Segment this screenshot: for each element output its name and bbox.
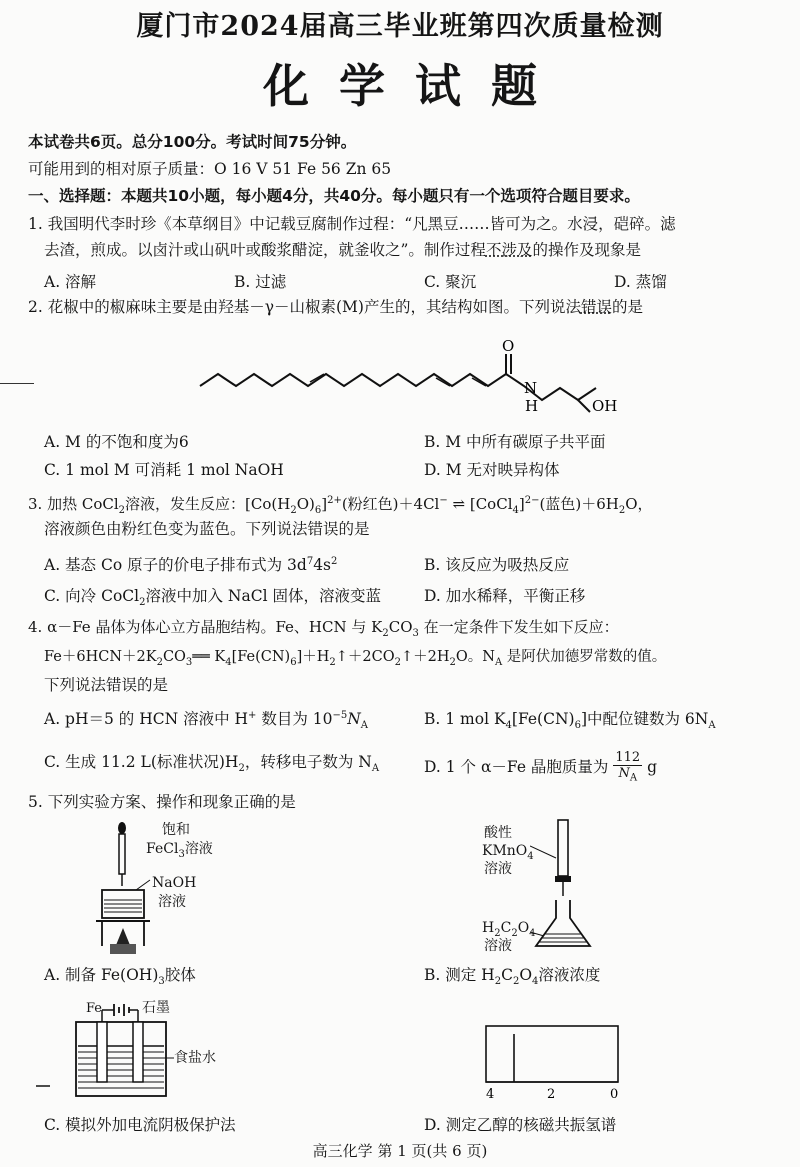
fig-b-label-solution: 溶液 (484, 861, 512, 877)
t: 2 (331, 555, 338, 567)
q2-option-b: B. M 中所有碳原子共平面 (424, 433, 606, 451)
q2-option-c: C. 1 mol M 可消耗 1 mol NaOH (44, 461, 284, 479)
q2-methyl-bond (578, 400, 590, 412)
q4-option-c (44, 750, 379, 774)
t: 4 (505, 720, 512, 732)
t: ] (518, 495, 525, 513)
exam-info: 本试卷共6页。总分100分。考试时间75分钟。 (28, 133, 357, 151)
t: 2 (394, 656, 401, 668)
t: ↑＋2CO (335, 649, 395, 665)
q2-option-d: D. M 无对映异构体 (424, 461, 560, 479)
fig-b-label-acidic: 酸性 (484, 825, 512, 841)
t: N (618, 766, 630, 781)
q4-stem-line3: 下列说法错误的是 (44, 676, 169, 694)
fig-c-label-salt-water: 食盐水 (174, 1050, 216, 1066)
t: 在一定条件下发生如下反应： (418, 618, 619, 636)
q1-stem-line2 (44, 240, 641, 260)
q1-emphasis: 不涉及 (485, 241, 533, 259)
t: A (629, 772, 638, 784)
fe-electrode (97, 1022, 107, 1082)
q2-oxygen-label: O (502, 338, 515, 355)
q1-text-end: 的操作及现象是 (532, 241, 641, 259)
nmr-tick-2: 2 (547, 1087, 556, 1100)
t: KMnO (482, 843, 528, 859)
fig-a-label-naoh: NaOH (152, 875, 197, 891)
t: ]中配位键数为 6N (580, 710, 709, 728)
fig-c-label-graphite: 石墨 (142, 1000, 170, 1016)
t: 6 (290, 656, 297, 668)
t: B. 测定 H (424, 966, 495, 984)
t: 2 (290, 505, 297, 516)
t: g (642, 757, 658, 776)
t: 溶液中加入 NaCl 固体，溶液变蓝 (145, 587, 381, 605)
t: H (482, 920, 495, 936)
nmr-tick-0: 0 (610, 1087, 619, 1100)
t: A (494, 656, 503, 668)
t: 112 (615, 750, 641, 765)
t: 4 (529, 927, 536, 939)
t: [Fe(CN) (231, 649, 291, 665)
q2-text-end: 的是 (611, 298, 643, 316)
t: 2 (494, 976, 502, 988)
fig-a-label-fecl3 (146, 841, 213, 863)
t: CO (388, 618, 413, 636)
t: 2 (512, 976, 520, 988)
t: 溶液，发生反应：[Co(H (125, 495, 291, 513)
t: 2+ (327, 495, 342, 506)
exam-title: 厦门市2024届高三毕业班第四次质量检测 (136, 11, 664, 42)
t: 2 (618, 505, 626, 516)
q1-text: 去渣，煎成。以卤汁或山矾叶或酸浆醋淀，就釜收之”。制作过程 (44, 241, 486, 259)
t: ↑＋2H (400, 649, 450, 665)
t: − (439, 495, 448, 506)
q2-hydrogen-label: H (525, 397, 539, 415)
fig-b-label-solution2: 溶液 (484, 938, 512, 954)
burette-stopcock (555, 876, 571, 882)
q4-fraction (613, 750, 642, 786)
q5-figure-b (530, 818, 600, 953)
t: O， (625, 495, 653, 513)
page-footer: 高三化学 第 1 页(共 6 页) (312, 1142, 488, 1160)
beaker-c (76, 1022, 166, 1096)
alcohol-lamp (110, 944, 136, 954)
t: ] (321, 495, 328, 513)
q5-figure-d (482, 1024, 622, 1100)
nmr-frame (486, 1026, 618, 1082)
q4-equation (44, 647, 666, 673)
t: 4 (532, 976, 539, 988)
q5-option-d: D. 测定乙醇的核磁共振氢谱 (424, 1116, 617, 1134)
subject-title: 化学试题 (263, 59, 567, 113)
salt-water (78, 1046, 164, 1088)
q3-stem-line1 (28, 491, 653, 521)
t: C. 生成 11.2 L(标准状况)H (44, 753, 239, 771)
t: 是阿伏加德罗常数的值。 (502, 649, 667, 665)
q4-stem-line1 (28, 617, 619, 644)
t: C (500, 920, 512, 936)
t: C. 向冷 CoCl (44, 587, 140, 605)
q5-stem: 5. 下列实验方案、操作和现象正确的是 (28, 793, 296, 811)
q3-option-d: D. 加水稀释，平衡正移 (424, 587, 586, 605)
q2-structure-diagram (190, 338, 630, 420)
q3-stem-line2: 溶液颜色由粉红色变为蓝色。下列说法错误的是 (44, 520, 370, 538)
t: O (519, 966, 533, 984)
q1-option-a: A. 溶解 (44, 273, 97, 291)
t: 4 (512, 505, 519, 516)
t: 3 (185, 656, 193, 668)
t: ]＋H (296, 649, 330, 665)
q1-option-d: D. 蒸馏 (614, 273, 667, 291)
beaker-liquid (104, 900, 142, 912)
flask-liquid (539, 934, 587, 942)
t: 4. α－Fe 晶体为体心立方晶胞结构。Fe、HCN 与 K (28, 618, 383, 636)
t: 2 (139, 597, 146, 609)
t: 2 (329, 656, 336, 668)
t: −5 (332, 709, 348, 721)
q2-stem (28, 297, 643, 317)
t: 2 (382, 628, 389, 639)
t: 3 (178, 848, 185, 860)
t: C (501, 966, 513, 984)
t: 胶体 (164, 966, 196, 984)
t: 2 (511, 927, 518, 939)
t: 6 (574, 720, 581, 732)
t: + (248, 709, 257, 721)
kmno4-pointer (530, 846, 556, 858)
t: A (371, 763, 380, 775)
t: 2 (156, 656, 163, 668)
t: 3 (412, 628, 419, 639)
q3-option-a (44, 553, 337, 575)
t: 2 (238, 763, 245, 775)
naoh-pointer (136, 880, 150, 890)
t: A (708, 720, 716, 732)
q3-option-c (44, 584, 381, 608)
burette (558, 820, 568, 876)
t: B. 1 mol K (424, 710, 506, 728)
t: 溶液浓度 (538, 966, 601, 984)
t: 6 (314, 505, 322, 516)
t: ══ K (192, 649, 226, 665)
q2-nitrogen-label: N (524, 379, 538, 397)
q4-option-b (424, 707, 716, 731)
atomic-mass-line: 可能用到的相对原子质量：O 16 V 51 Fe 56 Zn 65 (28, 160, 392, 178)
t: [Fe(CN) (511, 710, 575, 728)
q2-double-bond-2 (258, 377, 270, 385)
q2-hydroxyl-label: OH (592, 397, 618, 415)
t: 2 (494, 927, 501, 939)
q4-option-d (424, 750, 657, 786)
t: A. 制备 Fe(OH) (44, 966, 159, 984)
t: 溶液 (184, 841, 213, 857)
t: 数目为 10 (256, 710, 333, 728)
t: N (347, 710, 361, 728)
t: O (517, 920, 530, 936)
section-heading: 一、选择题：本题共10小题，每小题4分，共40分。每小题只有一个选项符合题目要求。 (28, 187, 640, 205)
q2-option-a: A. M 的不饱和度为6 (44, 433, 189, 451)
t: (蓝色)＋6H (539, 495, 619, 513)
q2-double-bond-1 (222, 377, 234, 385)
t: A. 基态 Co 原子的价电子排布式为 3d (44, 556, 307, 574)
t: Fe＋6HCN＋2K (44, 649, 157, 665)
q1-option-b: B. 过滤 (234, 273, 287, 291)
fig-a-label-solution: 溶液 (158, 894, 186, 910)
t: ⇌ [CoCl (447, 495, 513, 513)
t: 2 (118, 505, 126, 516)
t: 3. 加热 CoCl (28, 495, 119, 513)
t: D. 1 个 α－Fe 晶胞质量为 (424, 757, 609, 776)
q2-text: 2. 花椒中的椒麻味主要是由羟基－γ－山椒素(M)产生的，其结构如图。下列说法 (28, 298, 581, 316)
conical-flask (536, 900, 590, 946)
t: (粉红色)＋4Cl (341, 495, 440, 513)
graphite-electrode (133, 1022, 143, 1082)
t: A (360, 720, 369, 732)
t: O。N (455, 649, 495, 665)
q5-option-c: C. 模拟外加电流阴极保护法 (44, 1116, 236, 1134)
dropper-tube (119, 834, 125, 874)
page-edge-mark (0, 383, 34, 384)
nmr-tick-4: 4 (486, 1087, 495, 1100)
q1-stem-line1: 1. 我国明代李时珍《本草纲目》中记载豆腐制作过程：“凡黑豆……皆可为之。水浸，硙碎。滤 (28, 215, 676, 233)
t: 2 (449, 656, 456, 668)
t: O) (296, 495, 315, 513)
t: 2− (524, 495, 540, 506)
t: 7 (306, 555, 314, 567)
t: ，转移电子数为 N (244, 753, 372, 771)
t: CO (162, 649, 186, 665)
t: A. pH＝5 的 HCN 溶液中 H (44, 710, 249, 728)
q5-option-a (44, 963, 196, 987)
q1-option-c: C. 聚沉 (424, 273, 477, 291)
fig-c-label-fe: Fe (86, 1001, 103, 1016)
t: 4s (313, 556, 332, 574)
q2-emphasis: 错误 (580, 298, 612, 316)
q4-option-a (44, 707, 368, 731)
t: 3 (158, 976, 165, 988)
q3-option-b: B. 该反应为吸热反应 (424, 556, 570, 574)
dropper-bulb (118, 822, 126, 834)
fig-a-label-saturated: 饱和 (162, 822, 190, 838)
t: 4 (527, 850, 534, 862)
t: FeCl (146, 841, 179, 857)
q5-option-b (424, 963, 600, 987)
t: 4 (225, 656, 232, 668)
